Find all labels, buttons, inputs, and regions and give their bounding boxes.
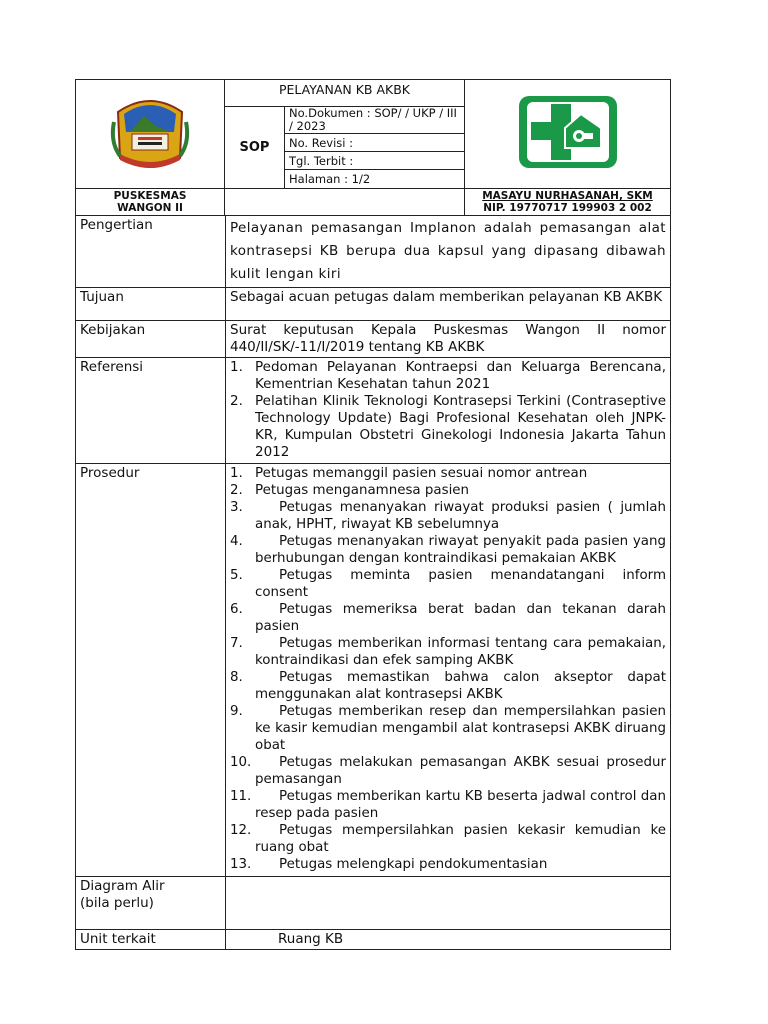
org-name-line2: WANGON II [117,202,183,214]
sop-label: SOP [225,107,285,189]
row-diagram-alir [76,877,671,930]
row-prosedur [76,464,671,877]
kebijakan-text: Surat keputusan Kepala Puskesmas Wangon II nomor 440/II/SK/-11/I/2019 tentang KB AKBK [226,321,671,358]
list-item: 5. Petugas meminta pasien menandatangani inform consent [230,568,666,600]
right-logo-cell [465,80,671,189]
empty-header-cell [225,189,465,216]
signer-nip: NIP. 19770717 199903 2 002 [483,202,652,214]
tujuan-text: Sebagai acuan petugas dalam memberikan pelayanan KB AKBK [226,288,671,321]
referensi-list [230,359,666,461]
prosedur-label: Prosedur [76,464,226,877]
halaman-field: Halaman : 1/2 [285,170,465,189]
unit-terkait-label: Unit terkait [76,930,226,950]
left-logo-cell [76,80,225,189]
list-item: 9. Petugas memberikan resep dan mempersilahkan pasien ke kasir kemudian mengambil alat kontrasepsi AKBK diruang obat [230,704,666,753]
referensi-content [226,358,671,464]
diagram-alir-content [226,877,671,930]
no-revisi-field: No. Revisi : [285,134,465,152]
unit-terkait-text: Ruang KB [226,930,671,950]
list-item: 4. Petugas menanyakan riwayat penyakit pada pasien yang berhubungan dengan kontraindikasi pemakaian AKBK [230,534,666,566]
list-item: 2. Pelatihan Klinik Teknologi Kontrasepsi Terkini (Contraseptive Technology Update) Bagi Profesional Kesehatan oleh JNPK-KR, Kumpulan Obstetri Ginekologi Indonesia Jakarta Tahun 2012 [230,393,666,460]
tujuan-label: Tujuan [76,288,226,321]
puskesmas-cross-logo [513,90,623,174]
org-name-line1: PUSKESMAS [113,190,187,202]
row-kebijakan [76,321,671,358]
tgl-terbit-field: Tgl. Terbit : [285,152,465,170]
list-item: 12. Petugas mempersilahkan pasien kekasir kemudian ke ruang obat [230,823,666,855]
pengertian-text: Pelayanan pemasangan Implanon adalah pemasangan alat kontrasepsi KB berupa dua kapsul yang dipasang dibawah kulit lengan kiri [226,216,671,288]
list-item: 8. Petugas memastikan bahwa calon akseptor dapat menggunakan alat kontrasepsi AKBK [230,670,666,702]
sop-header-table [75,79,671,216]
prosedur-content [226,464,671,877]
row-pengertian [76,216,671,288]
list-item: 2. Petugas menganamnesa pasien [230,483,470,498]
list-item: 10. Petugas melakukan pemasangan AKBK sesuai prosedur pemasangan [230,755,666,787]
list-item: 11. Petugas memberikan kartu KB beserta jadwal control dan resep pada pasien [230,789,666,821]
sop-document [75,79,671,947]
prosedur-list [230,465,666,873]
no-dokumen-field: No.Dokumen : SOP/ / UKP / III / 2023 [285,107,465,134]
kebijakan-label: Kebijakan [76,321,226,358]
organization-name [76,189,225,216]
regency-seal-logo [110,92,190,172]
referensi-label: Referensi [76,358,226,464]
pengertian-label: Pengertian [76,216,226,288]
sop-body-table [75,215,671,950]
list-item: 3. Petugas menanyakan riwayat produksi pasien ( jumlah anak, HPHT, riwayat KB sebelumnya [230,500,666,532]
row-tujuan [76,288,671,321]
signer-name: MASAYU NURHASANAH, SKM [482,190,653,202]
list-item: 13. Petugas melengkapi pendokumentasian [230,857,548,872]
list-item: 6. Petugas memeriksa berat badan dan tekanan darah pasien [230,602,666,634]
list-item: 1. Petugas memanggil pasien sesuai nomor antrean [230,466,588,481]
list-item: 7. Petugas memberikan informasi tentang cara pemakaian, kontraindikasi dan efek samping AKBK [230,636,666,668]
row-unit-terkait [76,930,671,950]
list-item: 1. Pedoman Pelayanan Kontraepsi dan Keluarga Berencana, Kementrian Kesehatan tahun 2021 [230,359,666,392]
signer-block [465,189,671,216]
row-referensi [76,358,671,464]
diagram-alir-label: Diagram Alir (bila perlu) [76,877,226,930]
document-title: PELAYANAN KB AKBK [225,80,465,107]
